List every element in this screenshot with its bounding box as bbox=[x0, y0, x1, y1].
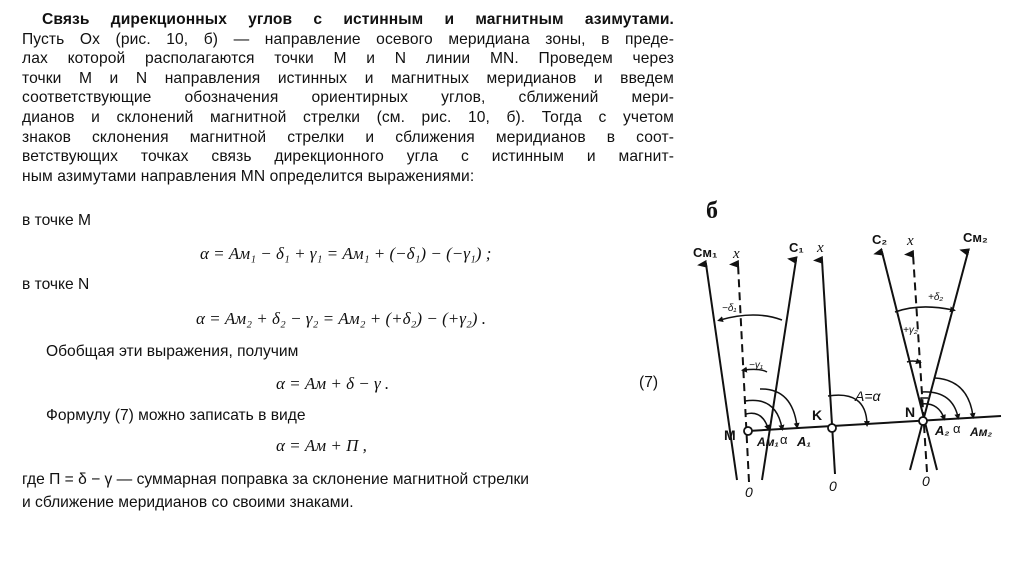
arc-a1 bbox=[760, 389, 797, 426]
paragraph-line: ным азимутами направления MN определится выражениями: bbox=[22, 167, 475, 185]
label-x-k: x bbox=[817, 240, 824, 256]
arc-alpha-n bbox=[921, 392, 958, 417]
arc-plus-delta2 bbox=[895, 307, 953, 312]
paragraph-line: точки M и N направления истинных и магнитных меридианов и введем bbox=[22, 69, 674, 87]
label-minus-gamma1: −γ₁ bbox=[749, 360, 763, 371]
point-n bbox=[919, 417, 927, 425]
right-angle-mark-n bbox=[921, 398, 928, 406]
arc-a-alpha-k bbox=[828, 395, 867, 424]
formula-7: α = Aм + δ − γ . bbox=[276, 374, 390, 393]
figure-letter: б bbox=[706, 198, 718, 224]
section-heading: Связь дирекционных углов с истинным и магнитным азимутами. bbox=[42, 11, 674, 28]
intro-paragraph bbox=[22, 10, 674, 186]
label-zero-n: 0 bbox=[922, 473, 930, 489]
arc-alpha-m bbox=[745, 400, 782, 428]
arc-minus-gamma1 bbox=[744, 369, 767, 372]
magnetic-meridian-m bbox=[706, 264, 737, 480]
label-zero-k: 0 bbox=[829, 478, 837, 494]
arc-a2 bbox=[921, 404, 944, 418]
label-plus-delta2: +δ₂ bbox=[928, 292, 944, 303]
label-am2: Aм₂ bbox=[970, 425, 993, 439]
generalize-text: Обобщая эти выражения, получим bbox=[46, 343, 299, 360]
label-minus-delta1: −δ₁ bbox=[722, 303, 737, 314]
paragraph-line: знаков склонения магнитной стрелки и сближения меридианов в соот- bbox=[22, 128, 674, 146]
label-c1: C₁ bbox=[789, 240, 804, 255]
label-a1: A₁ bbox=[797, 434, 811, 449]
paragraph-line: Пусть Ox (рис. 10, б) — направление осевого меридиана зоны, в преде- bbox=[22, 30, 674, 48]
paragraph-line: дианов и склонений магнитной стрелки (см. рис. 10, б). Тогда с учетом bbox=[22, 108, 674, 126]
true-meridian-m bbox=[762, 260, 796, 480]
axial-meridian-k bbox=[822, 260, 835, 474]
arc-am1 bbox=[746, 413, 768, 428]
label-c2: C₂ bbox=[872, 232, 888, 247]
heading-line bbox=[22, 10, 674, 30]
label-a2: A₂ bbox=[935, 423, 950, 438]
true-meridian-n bbox=[882, 252, 937, 470]
arc-am2 bbox=[935, 378, 973, 416]
axial-meridian-m bbox=[738, 264, 749, 482]
label-x-n: x bbox=[907, 233, 914, 249]
label-m: M bbox=[724, 427, 736, 443]
label-alpha-n: α bbox=[953, 421, 961, 436]
axial-meridian-n bbox=[913, 254, 927, 472]
magnetic-meridian-n bbox=[910, 252, 968, 470]
arc-minus-delta1 bbox=[720, 315, 782, 320]
point-k bbox=[828, 424, 836, 432]
paragraph-line: ветствующих точках связь дирекционного угла с истинным и магнит- bbox=[22, 148, 674, 166]
paragraph-line: соответствующие обозначения ориентирных углов, сближений мери- bbox=[22, 89, 674, 107]
line-mn bbox=[748, 416, 1001, 431]
label-k: K bbox=[812, 407, 823, 423]
label-a-eq-alpha: A=α bbox=[855, 388, 881, 404]
where-line-2: и сближение меридианов со своими знаками. bbox=[22, 494, 354, 511]
formula-short: α = Aм + П , bbox=[276, 436, 367, 455]
label-n: N bbox=[905, 404, 916, 420]
formula-point-m: α = Aм₁ − δ₁ + γ₁ = Aм₁ + (−δ₁) − (−γ₁) ; bbox=[200, 244, 492, 263]
point-n-label: в точке N bbox=[22, 276, 90, 293]
paragraph-line: лах которой располагаются точки M и N линии MN. Проведем через bbox=[22, 50, 674, 68]
label-cm2: Cм₂ bbox=[963, 230, 988, 245]
label-x-m: x bbox=[733, 246, 740, 262]
label-am1: Aм₁ bbox=[757, 435, 779, 449]
label-alpha-m: α bbox=[780, 432, 788, 447]
label-zero-m: 0 bbox=[745, 484, 753, 500]
point-m bbox=[744, 427, 752, 435]
rewrite-text: Формулу (7) можно записать в виде bbox=[46, 407, 306, 424]
equation-number: (7) bbox=[639, 374, 659, 391]
point-m-label: в точке M bbox=[22, 212, 92, 229]
arc-plus-gamma2 bbox=[907, 361, 919, 362]
where-line-1: где П = δ − γ — суммарная поправка за склонение магнитной стрелки bbox=[22, 471, 529, 488]
label-cm1: Cм₁ bbox=[693, 245, 718, 260]
formula-point-n: α = Aм₂ + δ₂ − γ₂ = Aм₂ + (+δ₂) − (+γ₂) . bbox=[196, 309, 486, 328]
label-plus-gamma2: +γ₂ bbox=[903, 325, 918, 336]
